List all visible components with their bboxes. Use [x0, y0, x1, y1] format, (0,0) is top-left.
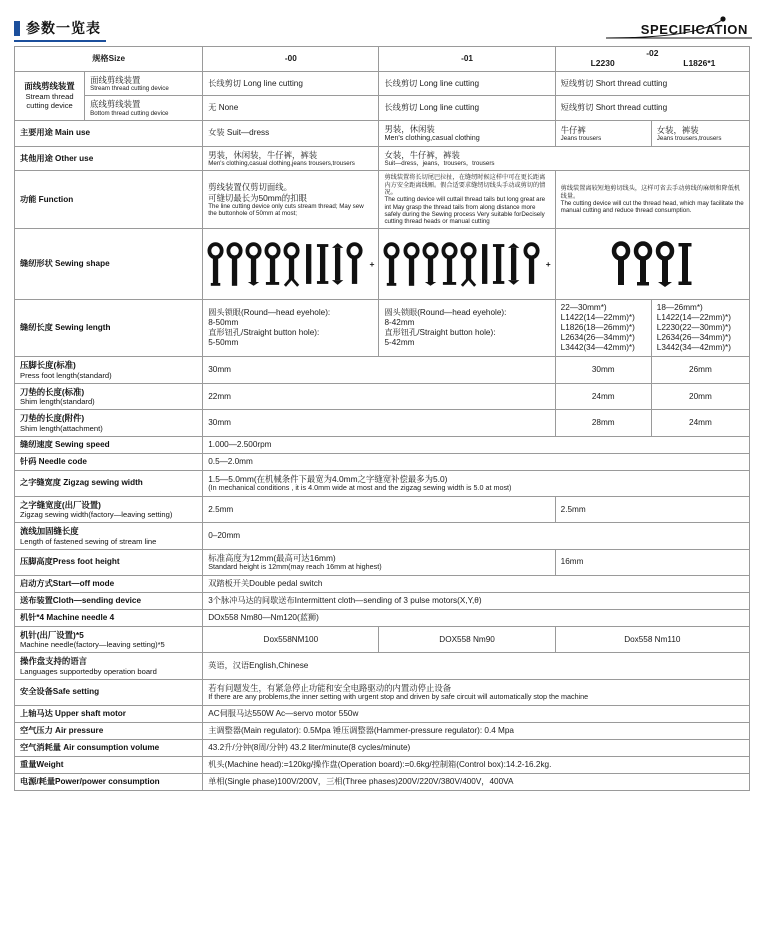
table-row — [15, 71, 750, 96]
cell-02: Dox558 Nm110 — [555, 626, 749, 653]
cell-line: 直形钮孔/Straight button hole): — [208, 328, 320, 338]
cell-line: 圆头锁眼(Round—head eyehole): — [384, 308, 507, 318]
stitch-shape-icon — [422, 241, 439, 287]
table-row — [15, 410, 750, 437]
cell-line: 18—26mm*) — [656, 303, 703, 313]
cell-00 — [203, 146, 379, 171]
stitch-shape-icon — [226, 241, 243, 287]
page-title-group — [14, 18, 101, 38]
table-row — [15, 575, 750, 592]
stitch-shape-icon — [441, 241, 458, 287]
table-row — [15, 436, 750, 453]
row-label-sewing-shape: 缝纫形状 Sewing shape — [15, 229, 203, 300]
cell-02-l2230: 28mm — [555, 410, 651, 437]
cell-value: DOx558 Nm80—Nm120(蓝狮) — [203, 609, 750, 626]
table-row — [15, 383, 750, 410]
cell-02: 16mm — [555, 549, 749, 575]
cell-en: Men's clothing,casual clothing,jeans trousers,trousers — [208, 159, 355, 167]
cell-en: If there are any problems,the inner setting with urgent stop and driven by safe circuit will automatically stop the machine — [208, 692, 589, 702]
cell-00 — [203, 171, 379, 229]
row-label-cn: 面线剪线装置 — [24, 81, 75, 92]
cell-cn: 1.5—5.0mm(在机械条件下最宽为4.0mm之字缝宽补偿最多为5.0) — [208, 473, 448, 484]
cell-en: Standard height is 12mm(may reach 16mm at highest) — [208, 562, 382, 572]
sewing-shapes-01 — [379, 229, 555, 300]
stitch-shape-icon — [316, 241, 329, 287]
title-accent-bar — [14, 21, 20, 36]
stitch-shape-icon — [264, 241, 281, 287]
stitch-shape-icon — [460, 241, 477, 287]
cell-line: 圆头锁眼(Round—head eyehole): — [208, 308, 331, 318]
cell-02-l2230: 24mm — [555, 383, 651, 410]
cell-00: 无 None — [203, 96, 379, 121]
table-row — [15, 773, 750, 790]
row-label-safe-setting: 安全设备Safe setting — [15, 679, 203, 705]
stitch-shape-icon — [633, 241, 653, 287]
cell-line: L2634(26—34mm)*) — [560, 333, 635, 343]
sewing-shapes-02 — [555, 229, 749, 300]
table-row — [15, 470, 750, 496]
cell-en: Jeans trousers,trousers — [656, 134, 722, 142]
cell-00: 30mm — [203, 357, 555, 384]
cell-en: (In mechanical conditions , it is 4.0mm wide at most and the zigzag sewing width is 5.0 at most) — [208, 483, 512, 493]
row-label-air-pressure: 空气压力 Air pressure — [15, 722, 203, 739]
cell-cn: 标准高度为12mm(最高可达16mm) — [208, 552, 336, 563]
cell-line: L1826(18—26mm)*) — [560, 323, 635, 333]
cell-line: L2634(26—34mm)*) — [656, 333, 731, 343]
cell-en: The cutting device will cut the thread head, which may facilitate the manual cutting and reduce thread consumption. — [560, 199, 744, 215]
stitch-shape-plus: + — [369, 259, 375, 270]
row-label-en: Press foot length(standard) — [20, 370, 112, 380]
cell-cn: 男装，休闲装 — [384, 123, 435, 134]
table-row — [15, 300, 750, 357]
stitch-shape-icon — [383, 241, 400, 287]
stitch-shape-icon — [346, 241, 363, 287]
cell-02-l2230 — [555, 300, 651, 357]
row-label-cn: 操作盘支持的语言 — [20, 656, 87, 667]
stitch-shape-icon — [611, 241, 631, 287]
cell-en: Jeans trousers — [560, 134, 602, 142]
row-label-cn: 之字缝宽度(出厂设置) — [20, 499, 101, 510]
table-row — [15, 609, 750, 626]
table-row — [15, 705, 750, 722]
row-label-en: Shim length(attachment) — [20, 423, 103, 433]
stitch-shape-icon — [655, 241, 675, 287]
row-label-en: Length of fastened sewing of stream line — [20, 536, 157, 546]
cell-line: 5-42mm — [384, 338, 415, 348]
row-sublabel-bottom — [85, 96, 203, 121]
cell-value: 双踏板开关Double pedal switch — [203, 575, 750, 592]
cell-00: 30mm — [203, 410, 555, 437]
row-label-cloth-sending-device: 送布装置Cloth—sending device — [15, 592, 203, 609]
cell-01 — [379, 120, 555, 146]
row-label-function: 功能 Function — [15, 171, 203, 229]
row-label-sewing-speed: 缝纫速度 Sewing speed — [15, 436, 203, 453]
row-label-thread-cutting — [15, 71, 85, 120]
cell-line: 8-50mm — [208, 318, 239, 328]
table-header-row — [15, 47, 750, 72]
cell-02-l1826 — [651, 300, 749, 357]
row-label-cn: 刀垫的长度(标准) — [20, 386, 85, 397]
cell-value: 3个脉冲马达的间歇送布Intermittent cloth—sending of 3 pulse motors(X,Y,θ) — [203, 592, 750, 609]
stitch-shape-icon — [245, 241, 262, 287]
table-row — [15, 549, 750, 575]
header-col-02-group — [555, 47, 749, 72]
cell-00: 长线剪切 Long line cutting — [203, 71, 379, 96]
row-label-weight: 重量Weight — [15, 756, 203, 773]
page-title-en: SPECIFICATION — [640, 22, 748, 37]
cell-value: 1.000—2.500rpm — [203, 436, 750, 453]
cell-cn-2: 可缝切最长为50mm的扣眼 — [208, 192, 307, 203]
cell-02-l1826: 20mm — [651, 383, 749, 410]
cell-value: 43.2升/分钟(8周/分钟) 43.2 liter/minute(8 cycles/minute) — [203, 739, 750, 756]
cell-00: 22mm — [203, 383, 555, 410]
cell-line: L1422(14—22mm)*) — [560, 313, 635, 323]
row-label-cn: 压脚长度(标准) — [20, 360, 76, 371]
cell-00: 2.5mm — [203, 496, 555, 523]
row-label-fastened-sewing-length — [15, 523, 203, 550]
table-row — [15, 626, 750, 653]
cell-02 — [555, 171, 749, 229]
row-label-air-consumption: 空气消耗量 Air consumption volume — [15, 739, 203, 756]
cell-00: 女装 Suit—dress — [203, 120, 379, 146]
sublabel-cn: 底线剪线装置 — [90, 99, 141, 110]
table-row — [15, 96, 750, 121]
cell-value: 0–20mm — [203, 523, 750, 550]
cell-line: L2230(22—30mm)*) — [656, 323, 731, 333]
row-label-en: Shim length(standard) — [20, 397, 95, 407]
row-label-en: Stream thread cutting device — [25, 91, 74, 110]
table-row — [15, 120, 750, 146]
stitch-shape-icon — [283, 241, 300, 287]
row-label-needle-code: 针码 Needle code — [15, 453, 203, 470]
cell-cn: 剪线装置离较短地剪切线头，这样可省去手动剪线的麻烦和降低机线量。 — [560, 185, 741, 200]
table-row-sewing-shape — [15, 229, 750, 300]
cell-cn: 剪线装置将长切尾巴拉扯，在缝纫时候这样中可在更长距离内方安全距离线厢。假合适要求缝纫切线头手动或剪切的情况。 — [384, 174, 546, 196]
table-row — [15, 357, 750, 384]
cell-value — [203, 679, 750, 705]
cell-line: L1422(14—22mm)*) — [656, 313, 731, 323]
table-row — [15, 653, 750, 680]
row-label-machine-needle-factory — [15, 626, 203, 653]
cell-cn: 女装，牛仔裤，裤装 — [384, 149, 460, 160]
stitch-shape-plus: + — [545, 259, 551, 270]
cell-01 — [379, 171, 555, 229]
row-label-machine-needle: 机针*4 Machine needle 4 — [15, 609, 203, 626]
cell-value: 0.5—2.0mm — [203, 453, 750, 470]
cell-line: L3442(34—42mm)*) — [560, 343, 635, 353]
cell-line: 8-42mm — [384, 318, 415, 328]
cell-line: 22—30mm*) — [560, 303, 607, 313]
page-title: 参数一览表 — [26, 20, 101, 36]
cell-cn-1: 剪线装置仅剪切面线。 — [208, 182, 292, 193]
row-label-sewing-length: 缝纫长度 Sewing length — [15, 300, 203, 357]
header-col-02: -02 — [646, 48, 659, 58]
cell-line: 直形钮孔/Straight button hole): — [384, 328, 496, 338]
table-row — [15, 722, 750, 739]
table-row — [15, 171, 750, 229]
row-label-en: Zigzag sewing width(factory—leaving setting) — [20, 510, 173, 520]
table-row — [15, 592, 750, 609]
stitch-shape-icon — [523, 241, 540, 287]
sublabel-en: Bottom thread cutting device — [90, 109, 169, 117]
row-label-zigzag-width-factory — [15, 496, 203, 523]
header-col-01: -01 — [379, 47, 555, 72]
cell-value: AC伺服马达550W Ac—servo motor 550w — [203, 705, 750, 722]
row-label-zigzag-width: 之字缝宽度 Zigzag sewing width — [15, 470, 203, 496]
table-row — [15, 739, 750, 756]
cell-01 — [379, 146, 750, 171]
cell-en: The line cutting device only cuts stream thread; May sew the buttonhole of 50mm at most; — [208, 202, 364, 218]
cell-value — [203, 470, 750, 496]
row-label-upper-shaft-motor: 上轴马达 Upper shaft motor — [15, 705, 203, 722]
header-size-label: 规格Size — [15, 47, 203, 72]
cell-value: 主调整器(Main regulator): 0.5Mpa 锤压调整器(Hammer-pressure regulator): 0.4 Mpa — [203, 722, 750, 739]
row-label-en: Languages supportedby operation board — [20, 666, 157, 676]
cell-cn: 女装，裤装 — [656, 124, 699, 135]
cell-02-l1826: 26mm — [651, 357, 749, 384]
stitch-shape-icon — [403, 241, 420, 287]
row-label-en: Machine needle(factory—leaving setting)*5 — [20, 640, 165, 650]
row-label-main-use: 主要用途 Main use — [15, 120, 203, 146]
header-col-00: -00 — [203, 47, 379, 72]
stitch-shape-icon — [492, 241, 505, 287]
stitch-shape-icon — [331, 241, 344, 287]
row-label-start-off-mode: 启动方式Start—off mode — [15, 575, 203, 592]
row-label-languages — [15, 653, 203, 680]
header-col-02-l1826: L1826*1 — [683, 58, 716, 69]
cell-cn: 男装，休闲装，牛仔裤，裤装 — [208, 149, 318, 160]
cell-01: 长线剪切 Long line cutting — [379, 96, 555, 121]
stitch-shape-icon — [507, 241, 520, 287]
row-label-shim-length-standard — [15, 383, 203, 410]
cell-02-l2230: 30mm — [555, 357, 651, 384]
title-underline — [14, 40, 106, 42]
cell-02: 短线剪切 Short thread cutting — [555, 71, 749, 96]
cell-cn: 牛仔裤 — [560, 124, 586, 135]
specification-table — [14, 46, 750, 791]
cell-en: The cutting device will cuttail thread tails but long great are int May grasp the thread tails from along distance more safely during the Sewing process Very suitable forDecisely cutting thread heads or manual cutting — [384, 196, 546, 226]
row-label-cn: 流线加固缝长度 — [20, 526, 79, 537]
cell-value: 机头(Machine head):=120kg/操作盘(Operation board):=0.6kg/控制箱(Control box):14.2-16.2kg. — [203, 756, 750, 773]
table-row — [15, 453, 750, 470]
sublabel-cn: 面线剪线装置 — [90, 74, 141, 85]
cell-02-l2230 — [555, 120, 651, 146]
page-header — [0, 0, 764, 46]
cell-value: 单相(Single phase)100V/200V，三相(Three phases)200V/220V/380V/400V，400VA — [203, 773, 750, 790]
cell-02-l1826 — [651, 120, 749, 146]
stitch-shape-icon — [207, 241, 224, 287]
cell-00: Dox558NM100 — [203, 626, 379, 653]
cell-01: DOX558 Nm90 — [379, 626, 555, 653]
cell-00 — [203, 300, 379, 357]
table-row — [15, 523, 750, 550]
cell-line: L3442(34—42mm)*) — [656, 343, 731, 353]
row-sublabel-stream — [85, 71, 203, 96]
cell-01: 长线剪切 Long line cutting — [379, 71, 555, 96]
stitch-shape-icon — [479, 241, 490, 287]
row-label-cn: 机针(出厂设置)*5 — [20, 629, 84, 640]
stitch-shape-icon — [303, 241, 314, 287]
cell-value: 英语，汉语English,Chinese — [203, 653, 750, 680]
row-label-other-use: 其他用途 Other use — [15, 146, 203, 171]
row-label-press-foot-height: 压脚高度Press foot height — [15, 549, 203, 575]
cell-02-l1826: 24mm — [651, 410, 749, 437]
row-label-power: 电源/耗量Power/power consumption — [15, 773, 203, 790]
table-row — [15, 679, 750, 705]
stitch-shape-icon — [677, 241, 693, 287]
row-label-cn: 刀垫的长度(附件) — [20, 413, 85, 424]
specification-table-wrap — [14, 46, 750, 791]
table-row — [15, 496, 750, 523]
cell-en: Suit—dress，jeans，trousers，trousers — [384, 159, 495, 167]
cell-en: Men's clothing,casual clothing — [384, 133, 480, 143]
table-row — [15, 756, 750, 773]
cell-00 — [203, 549, 555, 575]
cell-02: 短线剪切 Short thread cutting — [555, 96, 749, 121]
row-label-press-foot-length — [15, 357, 203, 384]
cell-02: 2.5mm — [555, 496, 749, 523]
header-col-02-l2230: L2230 — [590, 58, 615, 69]
row-label-shim-length-attachment — [15, 410, 203, 437]
cell-01 — [379, 300, 555, 357]
table-row — [15, 146, 750, 171]
cell-cn: 若有问题发生，有紧急停止功能和安全电路驱动的内置动停止设备 — [208, 682, 452, 693]
sublabel-en: Stream thread cutting device — [90, 84, 169, 92]
cell-line: 5-50mm — [208, 338, 239, 348]
sewing-shapes-00 — [203, 229, 379, 300]
